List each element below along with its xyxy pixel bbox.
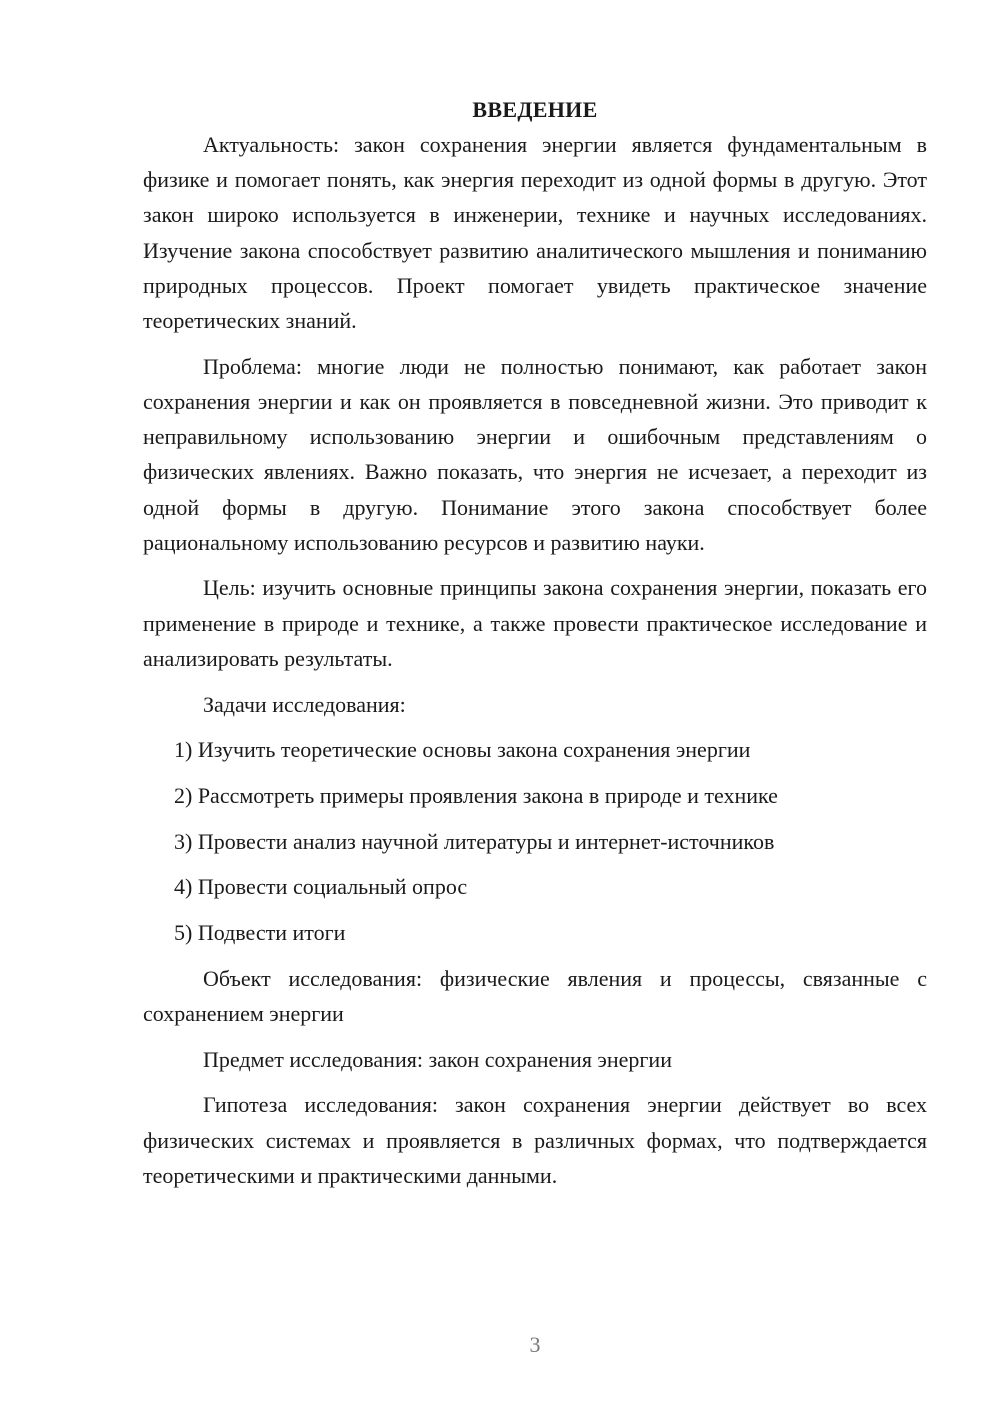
task-item: 4) Провести социальный опрос (174, 874, 468, 900)
page-number: 3 (529, 1332, 541, 1357)
object-paragraph: Объект исследования: физические явления и процессы, связанные с сохранением энергии (143, 965, 927, 1026)
task-item: 2) Рассмотреть примеры проявления закона в природе и технике (174, 782, 778, 808)
section-title: ВВЕДЕНИЕ (472, 97, 598, 122)
hypothesis-paragraph: Гипотеза исследования: закон сохранения энергии действует во всех физических системах и проявляется в различных формах, что подтверждается теоретическими и практическими данными. (143, 1092, 927, 1188)
tasks-heading: Задачи исследования: (203, 691, 406, 717)
document-page (143, 92, 927, 1203)
task-item: 5) Подвести итоги (174, 920, 346, 946)
subject-paragraph: Предмет исследования: закон сохранения энергии (203, 1046, 672, 1072)
task-item: 3) Провести анализ научной литературы и интернет-источников (174, 828, 775, 854)
relevance-paragraph: Актуальность: закон сохранения энергии является фундаментальным в физике и помогает понять, как энергия переходит из одной формы в другую. Этот закон широко используется в инженерии, технике и научных исследованиях. Изучение закона способствует развитию аналитического мышления и пониманию природных процессов. Проект помогает увидеть практическое значение теоретических знаний. (143, 132, 927, 334)
tasks-list (143, 732, 927, 950)
problem-paragraph: Проблема: многие люди не полностью понимают, как работает закон сохранения энергии и как он проявляется в повседневной жизни. Это приводит к неправильному использованию энергии и ошибочным представлениям о физических явлениях. Важно показать, что энергия не исчезает, а переходит из одной формы в другую. Понимание этого закона способствует более рациональному использованию ресурсов и развитию науки. (143, 353, 927, 555)
task-item: 1) Изучить теоретические основы закона сохранения энергии (174, 737, 751, 763)
goal-paragraph: Цель: изучить основные принципы закона сохранения энергии, показать его применение в природе и технике, а также провести практическое исследование и анализировать результаты. (143, 575, 927, 671)
